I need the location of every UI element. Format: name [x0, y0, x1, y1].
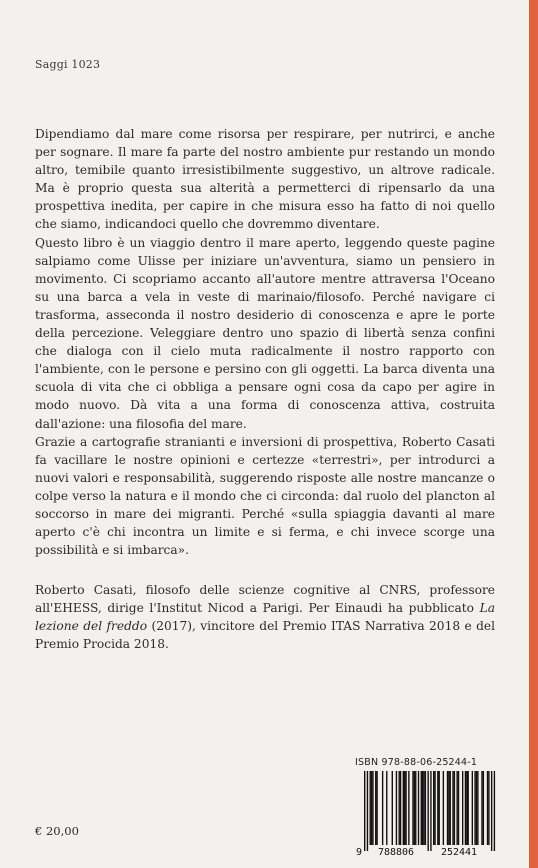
barcode-left-digits: 788806	[377, 847, 415, 858]
barcode-right-digits: 252441	[440, 847, 478, 858]
barcode-bar	[418, 771, 419, 845]
barcode-bar	[452, 771, 453, 845]
barcode-bar	[487, 771, 488, 845]
barcode-bar	[372, 771, 373, 845]
back-cover-blurb	[35, 125, 495, 559]
barcode-bar	[434, 771, 435, 845]
barcode-bar	[448, 771, 449, 845]
barcode-bar	[386, 771, 387, 845]
barcode-bar	[403, 771, 404, 845]
barcode-bar	[422, 771, 423, 845]
barcode-bar	[472, 771, 473, 845]
bio-text-before: Roberto Casati, filosofo delle scienze cognitive al CNRS, professore all'EHESS, dirige l'Institut Nicod a Parigi. Per Einaudi ha pubblicato	[35, 583, 495, 616]
barcode-bar	[371, 771, 372, 845]
author-bio-text	[35, 581, 495, 653]
barcode-bar	[423, 771, 424, 845]
barcode-bar	[427, 771, 428, 851]
barcode-bar	[465, 771, 466, 845]
barcode-bar	[425, 771, 426, 845]
barcode-bar	[375, 771, 376, 845]
barcode-bar	[456, 771, 457, 845]
barcode-bar	[376, 771, 377, 845]
barcode-lead-digit: 9	[356, 847, 363, 858]
series-label: Saggi 1023	[35, 58, 101, 71]
blurb-paragraph: Questo libro è un viaggio dentro il mare aperto, leggendo queste pagine salpiamo come Ulisse per iniziare un'avventura, siamo un pensiero in movimento. Ci scopriamo accanto all'autore mentre attraversa l'Oceano su una barca a vela in veste di marinaio/filosofo. Perché navigare ci trasforma, asseconda il nostro desiderio di conoscenza e apre le porte della percezione. Veleggiare dentro uno spazio di libertà senza confini che dialoga con il cielo muta radicalmente il nostro rapporto con l'ambiente, con le persone e persino con gli oggetti. La barca diventa una scuola di vita che ci obbliga a pensare ogni cosa da capo per agire in modo nuovo. Dà vita a una forma di conoscenza attiva, costruita dall'azione: una filosofia del mare.	[35, 235, 495, 431]
barcode-bar	[399, 771, 400, 845]
barcode-bar	[392, 771, 393, 845]
barcode-bar	[443, 771, 444, 845]
barcode-bar	[466, 771, 467, 845]
barcode-bar	[367, 771, 368, 851]
blurb-paragraph: Dipendiamo dal mare come risorsa per respirare, per nutrirci, e anche per sognare. Il mare fa parte del nostro ambiente pur restando un mondo altro, temibile quanto irresistibilmente suggestivo, un altrove radicale. Ma è proprio questa sua alterità a permetterci di ripensarlo da una prospettiva inedita, per capire in che misura esso ha fatto di noi quello che siamo, indicandoci quello che dovremmo diventare.	[35, 127, 495, 232]
isbn-number: ISBN 978-88-06-25244-1	[355, 757, 478, 768]
barcode-bar	[405, 771, 406, 845]
price: € 20,00	[35, 824, 79, 838]
barcode-bar	[468, 771, 469, 845]
barcode-bar	[412, 771, 413, 845]
barcode-bar	[415, 771, 416, 845]
barcode-bar	[414, 771, 415, 845]
bio-book-title: La lezione del freddo	[35, 601, 495, 634]
barcode-bar	[458, 771, 459, 845]
barcode-bar	[488, 771, 489, 845]
barcode-bar	[476, 771, 477, 845]
barcode-bar	[433, 771, 434, 845]
barcode-bar	[474, 771, 475, 845]
barcode-bar	[439, 771, 440, 845]
barcode-bar	[481, 771, 482, 845]
barcode-bar	[404, 771, 405, 845]
barcode-bar	[421, 771, 422, 845]
barcode-bar	[382, 771, 383, 845]
barcode-bar	[364, 771, 365, 851]
barcode-graphic	[352, 769, 504, 859]
barcode-bar	[430, 771, 431, 851]
blurb-paragraph: Grazie a cartografie stranianti e inversioni di prospettiva, Roberto Casati fa vacillare le nostre opinioni e certezze «terrestri», per introdurci a nuovi valori e responsabilità, suggerendo risposte alle nostre mancanze o colpe verso la natura e il mondo che ci circonda: dal ruolo del plancton al soccorso in mare dei migranti. Perché «sulla spiaggia davanti al mare aperto c'è chi incontra un limite e si ferma, e chi invece scorge una possibilità e si imbarca».	[35, 434, 495, 558]
barcode-bar	[477, 771, 478, 845]
barcode-bar	[408, 771, 409, 845]
barcode-bar	[454, 771, 455, 845]
cover-edge-stripe	[529, 0, 538, 868]
barcode-bar	[450, 771, 451, 845]
barcode-bar	[400, 771, 401, 845]
barcode-bar	[494, 771, 495, 851]
barcode-bar	[447, 771, 448, 845]
barcode-bar	[396, 771, 397, 845]
bio-text-after: (2017), vincitore del Premio ITAS Narrativa 2018 e del Premio Procida 2018.	[35, 619, 496, 652]
author-bio	[35, 581, 495, 653]
barcode	[352, 769, 504, 859]
barcode-bar	[370, 771, 371, 845]
barcode-bar	[462, 771, 463, 845]
barcode-bar	[437, 771, 438, 845]
barcode-bar	[483, 771, 484, 845]
barcode-bar	[491, 771, 492, 851]
